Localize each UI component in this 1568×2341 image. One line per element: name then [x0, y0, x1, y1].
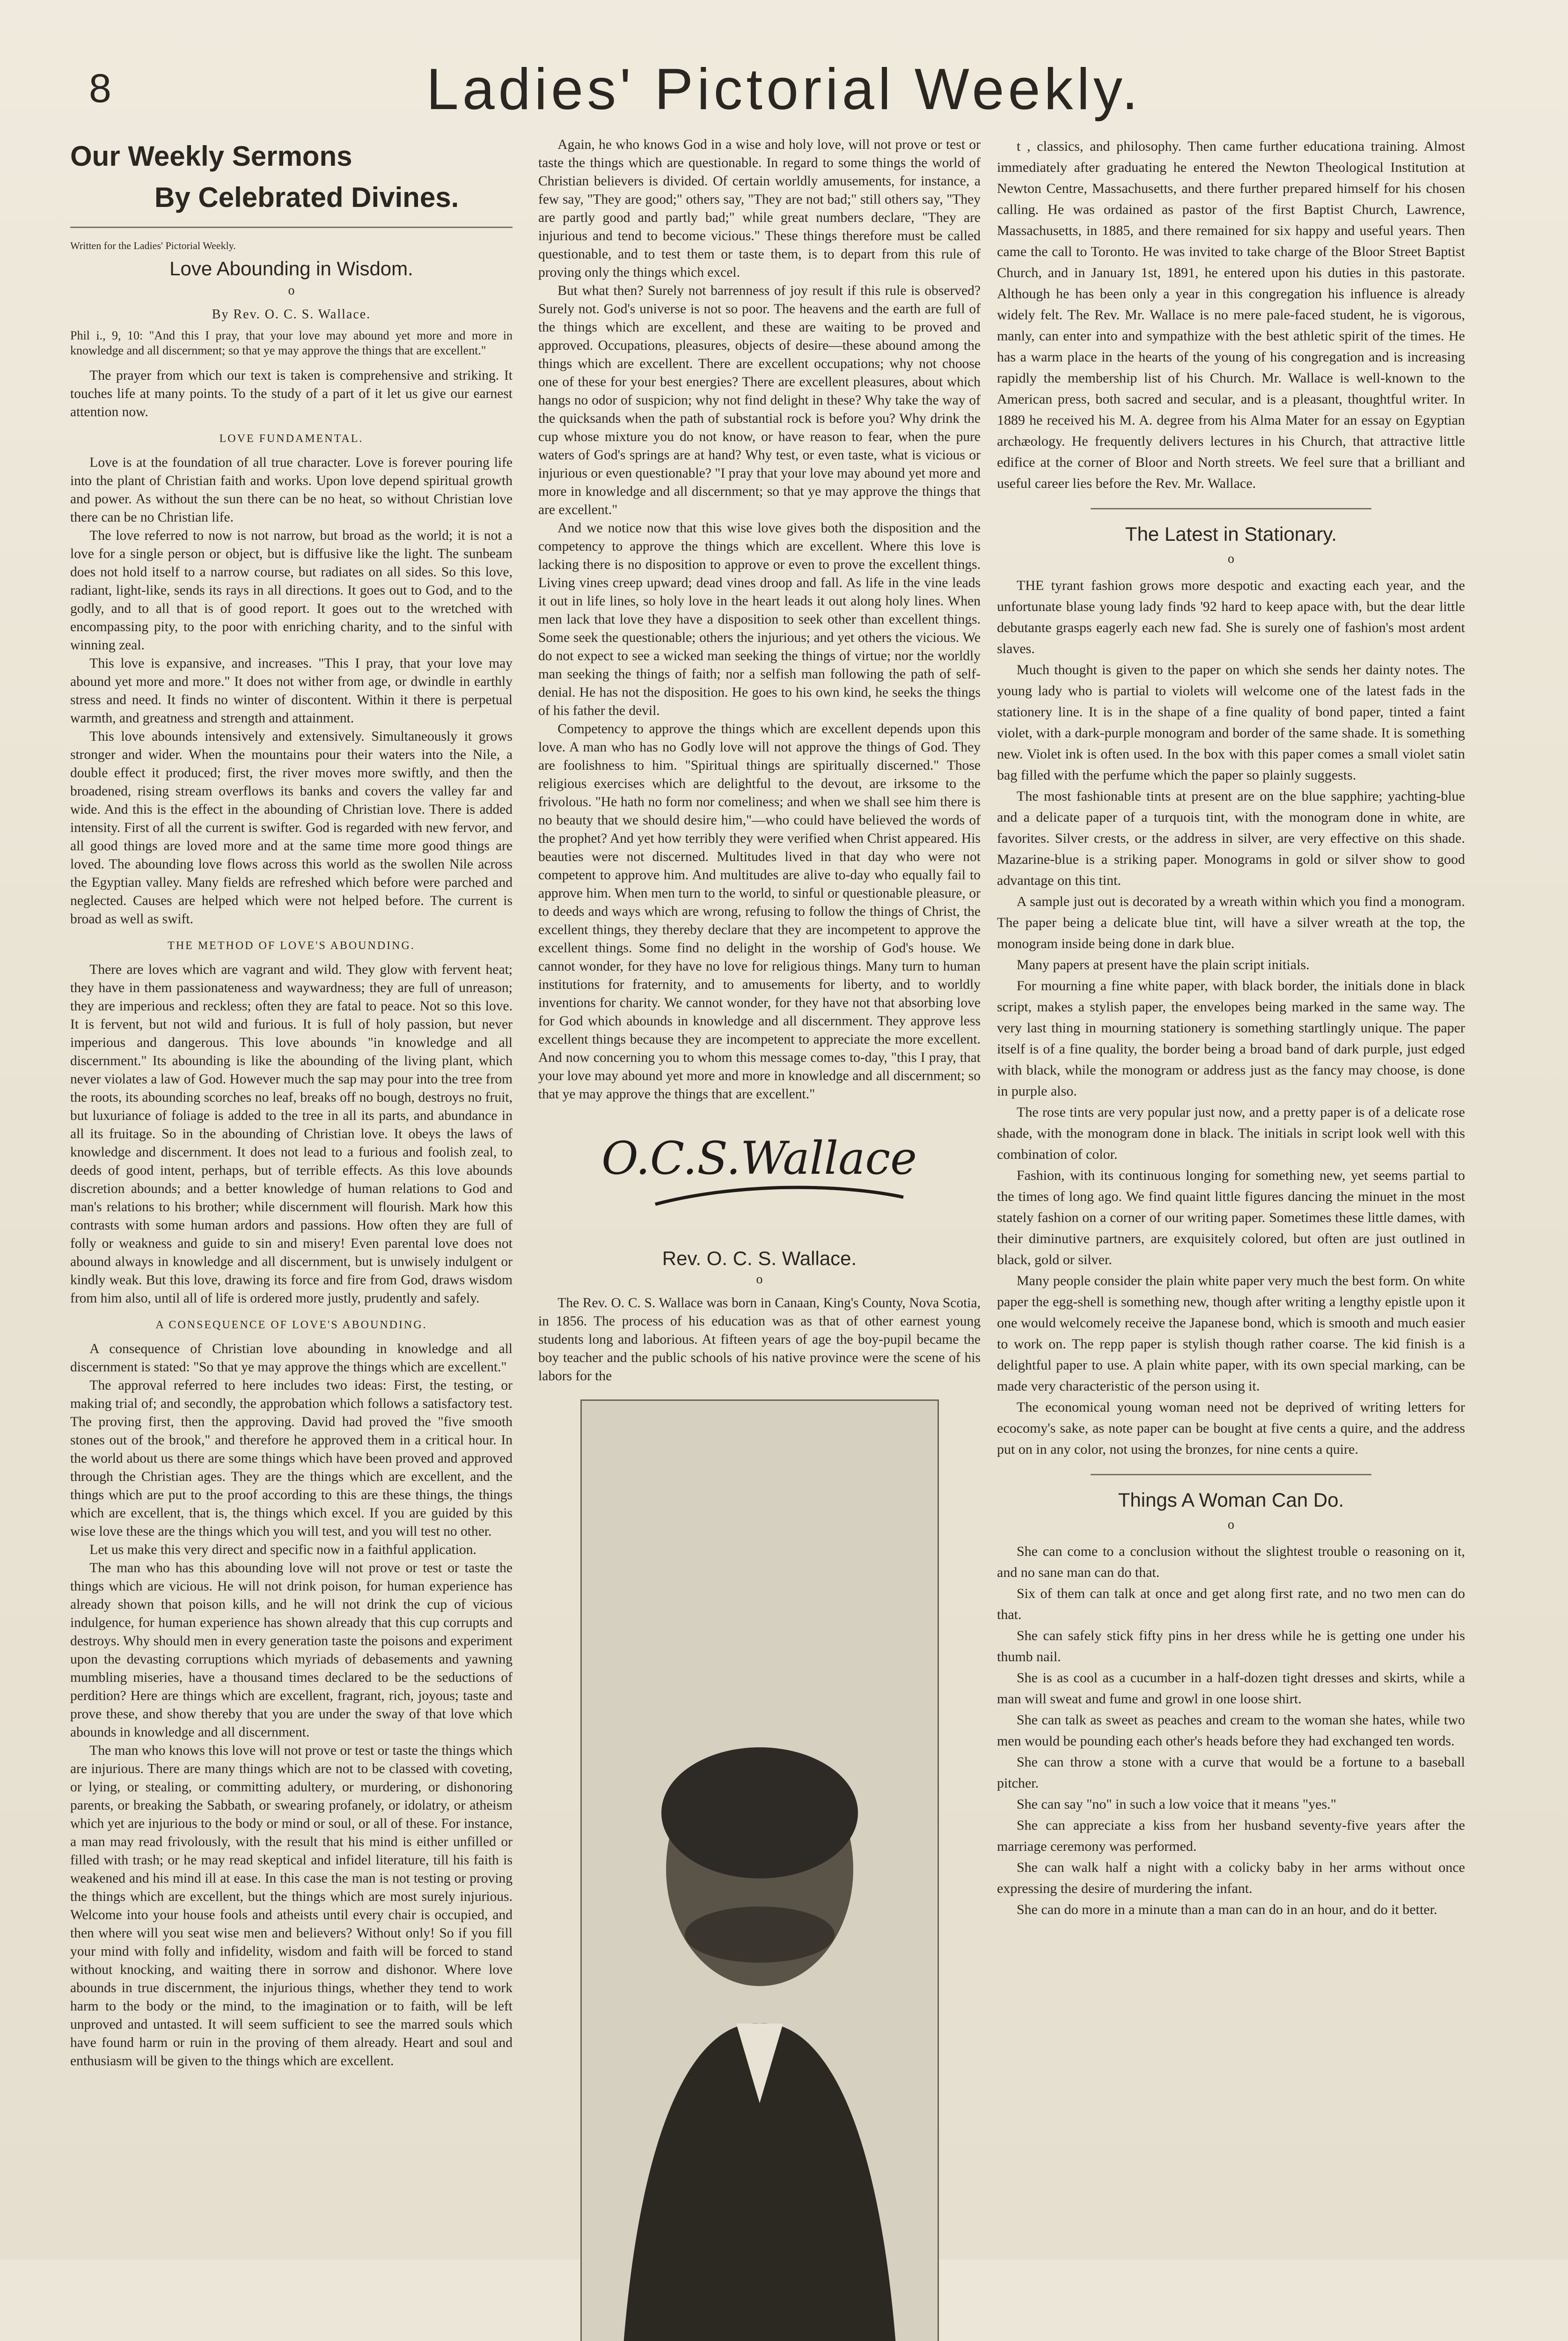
- woman-paragraph: She can throw a stone with a curve that would be a fortune to a baseball pitcher.: [997, 1754, 1465, 1791]
- sermon-paragraph: The approval referred to here includes two ideas: First, the testing, or making trial of; and secondly, the approbation which follows a satisfactory test. The proving first, then the approving. David had proved the "five smooth stones out of the brook," and therefore he approved them in a critical hour. In the world about us there are some things which have been proved and approved through the Christian ages. They are the things which are excellent, and the things which are put to the proof according to this are these things, the things which are excellent, that is, the things which excel. If you are guided by this wise love these are the things which you will test, and you will test no other.: [70, 1378, 513, 1539]
- woman-paragraph: She can appreciate a kiss from her husband seventy-five years after the marriage ceremony was performed.: [997, 1818, 1465, 1854]
- stationary-title: The Latest in Stationary.: [1125, 523, 1337, 545]
- sermon-paragraph: A consequence of Christian love abounding in knowledge and all discernment is stated: "So that ye may approve the things which are excellent.": [70, 1341, 513, 1375]
- stationary-paragraph: For mourning a fine white paper, with black border, the initials done in black script, makes a stylish paper, the envelopes being marked in the same way. The very last thing in mourning stationery is something startlingly unique. The paper itself is of a fine quality, the border being a broad band of dark purple, just edged with black, while the monogram or address just as the fancy may choose, is done in purple also.: [997, 978, 1465, 1099]
- portrait-caption: Rev. O. C. S. Wallace.: [662, 1247, 857, 1269]
- sermon-paragraph: This love is expansive, and increases. "This I pray, that your love may abound yet more and more." It does not wither from age, or dwindle in earthly stress and need. It finds no winter of discontent. Within it there is perpetual warmth, and greatness and strength and attainment.: [70, 656, 513, 726]
- column-2: [538, 136, 981, 2341]
- svg-text:O.C.S.Wallace: O.C.S.Wallace: [601, 1132, 917, 1185]
- woman-paragraph: She can do more in a minute than a man can do in an hour, and do it better.: [1017, 1902, 1437, 1917]
- woman-title: Things A Woman Can Do.: [1118, 1489, 1344, 1511]
- stationary-paragraph: The economical young woman need not be deprived of writing letters for ecocomy's sake, as note paper can be bought at five cents a quire, and the address put on in any color, not using the bronzes, for nine cents a quire.: [997, 1399, 1465, 1457]
- divider: [1091, 508, 1371, 509]
- sermon-paragraph: The man who has this abounding love will not prove or test or taste the things which are vicious. He will not drink poison, for human experience has already shown that poison kills, and he will not drink the cup of vicious indulgence, for human experience has shown already that this cup corrupts and destroys. Why should men in every generation taste the poisons and experiment upon the devasting corruptions which myriads of debasements and yawning mumbling miseries, have a thousand times declared to be the seductions of perdition? Here are things which are excellent, fragrant, rich, joyous; taste and prove these, and show thereby that you are under the sway of that love which abounds in knowledge and all discernment.: [70, 1561, 513, 1740]
- woman-paragraph: She is as cool as a cucumber in a half-dozen tight dresses and skirts, while a man will sweat and fume and growl in one loose shirt.: [997, 1670, 1465, 1707]
- sermon-paragraph: Competency to approve the things which are excellent depends upon this love. A man who has no Godly love will not approve the things of God. They are foolishness to him. "Spiritual things are spiritually discerned." Those religious exercises which are delightful to the devout, are irksome to the frivolous. "He hath no form nor comeliness; and when we shall see him there is no beauty that we should desire him,"—who could have believed the words of the prophet? And yet how terribly they were verified when Christ appeared. His beauties were not discerned. Multitudes lived in that day who were not competent to approve him. And multitudes are alive to-day who equally fail to approve him. When men turn to the world, to sinful or questionable pleasure, or to deeds and ways which are wrong, refusing to follow the things of Christ, the excellent things, they thereby declare that they are incompetent to approve the excellent things. Some find no delight in the worship of God's house. We cannot wonder, for they have no love for religious things. Many turn to human institutions for fraternity, and to amusements for liberty, and to worldly inventions for charity. We cannot wonder, for they have not that absorbing love for God which abounds in knowledge and all discernment. They approve less excellent things because they are incompetent to appreciate the more excellent. And now concerning you to whom this message comes to-day, "this I pray, that your love may abound yet more and more in knowledge and all discernment; so that ye may approve the things that are excellent.": [538, 721, 981, 1102]
- woman-paragraph: She can walk half a night with a colicky baby in her arms without once expressing the desire of murdering the infant.: [997, 1860, 1465, 1896]
- divider: [1091, 1474, 1371, 1475]
- written-for-note: Written for the Ladies' Pictorial Weekly.: [70, 240, 236, 251]
- stationary-paragraph: A sample just out is decorated by a wreath within which you find a monogram. The paper being a delicate blue tint, will have a silver wreath at the top, the monogram inside being done in dark blue.: [997, 894, 1465, 951]
- sermon-paragraph: There are loves which are vagrant and wild. They glow with fervent heat; they have in them passionateness and waywardness; they are full of unreason; they are imperious and reckless; often they are fatal to peace. Not so this love. It is fervent, but not wild and furious. It is full of holy passion, but never imperious and dangerous. This love abounds "in knowledge and all discernment." Its abounding is like the abounding of the living plant, which never violates a law of God. However much the sap may pour into the tree from the roots, its abounding scorches no leaf, breaks off no bough, destroys no fruit, but luxuriance of foliage is added to the tree in all its parts, and abundance in all its fruitage. So in the abounding of Christian love. It obeys the laws of knowledge and discernment. It does not lead to a furious and foolish zeal, to deeds of good intent, perhaps, but of terrible effects. As this love abounds discretion abounds; and a better knowledge of human relations to God and man's relations to his brother; while discernment will flourish. Mark how this contrasts with some human ardors and passions. How often they are full of folly or weakness and guide to sin and misery! Even parental love does not abound always in knowledge and all discernment, but is unwisely indulgent or kindly weak. But this love, drawing its force and fire from God, draws wisdom from him also, until all of life is ordered more justly, prudently and safely.: [70, 962, 513, 1306]
- sermon-paragraph: And we notice now that this wise love gives both the disposition and the competency to approve the things which are excellent. Where this love is lacking there is no disposition to approve or even to prove the excellent things. Living vines creep upward; dead vines droop and fall. As life in the vine leads it out in life lines, so holy love in the heart leads it out along holy lines. When men lack that love they have a disposition to seek other than excellent things. Some seek the questionable; others the injurious; and yet others the vicious. We do not expect to see a wicked man seeking the things of virtue; nor the worldly man seeking the things of faith; nor a selfish man following the path of self-denial. He has not the disposition. He goes to his own kind, he seeks the things of his father the devil.: [538, 521, 981, 718]
- sermons-heading: [70, 136, 513, 218]
- signature-image: [538, 1122, 981, 1225]
- woman-paragraph: She can safely stick fifty pins in her dress while he is getting one under his thumb nail.: [997, 1628, 1465, 1664]
- sermon-paragraph: The love referred to now is not narrow, but broad as the world; it is not a love for a single person or object, but is diffusive like the light. The sunbeam does not hold itself to a narrow course, but radiates on all sides. So this love, radiant, light-like, sends its rays in all directions. It goes out to God, and to the godly, and to all that is of good report. It goes out to the wretched with encompassing pity, to the poor with enriching charity, and to the sinful with winning zeal.: [70, 528, 513, 653]
- woman-paragraph: She can talk as sweet as peaches and cream to the woman she hates, while two men would be pounding each other's heads before they had exchanged ten words.: [997, 1712, 1465, 1749]
- page-number: 8: [89, 66, 111, 111]
- ornament: o: [1228, 552, 1234, 566]
- divider: [70, 227, 513, 228]
- sermon-paragraph: Love is at the foundation of all true character. Love is forever pouring life into the plant of Christian faith and works. Upon love depend spiritual growth and power. As without the sun there can be no heat, so without Christian love there can be no Christian life.: [70, 455, 513, 525]
- bio-paragraph: The Rev. O. C. S. Wallace was born in Canaan, King's County, Nova Scotia, in 1856. The process of his education was as that of other earnest young students long and laborious. At fifteen years of age the boy-pupil became the boy teacher and the public schools of his native province were the scene of his labors for the: [538, 1296, 981, 1384]
- sermon-author: By Rev. O. C. S. Wallace.: [212, 307, 371, 322]
- sermon-paragraph: This love abounds intensively and extensively. Simultaneously it grows stronger and wider. When the mountains pour their waters into the Nile, a double effect it produced; first, the river moves more swiftly, and then the broadened, rising stream overflows its banks and covers the valley far and wide. And this is the effect in the abounding of Christian love. There is added intensity. First of all the current is swifter. God is regarded with new fervor, and all good things are loved more and at the same time more good things are loved. The abounding love flows across this world as the swollen Nile across the Egyptian valley. Many fields are refreshed which before were parched and neglected. Causes are helped which were not helped before. The current is broad as well as swift.: [70, 729, 513, 927]
- stationary-paragraph: The rose tints are very popular just now, and a pretty paper is of a delicate rose shade, with the monogram done in black. The initials in script look well with this combination of color.: [997, 1104, 1465, 1162]
- woman-paragraph: She can say "no" in such a low voice that it means "yes.": [1017, 1796, 1336, 1812]
- sermons-heading-line2: By Celebrated Divines.: [154, 182, 459, 213]
- sermon-paragraph: Let us make this very direct and specific now in a faithful application.: [89, 1542, 476, 1557]
- sermon-epigraph: Phil i., 9, 10: "And this I pray, that your love may abound yet more and more in knowledge and all discernment; so that ye may approve the things that are excellent.": [70, 329, 513, 357]
- sermon-paragraph: Again, he who knows God in a wise and holy love, will not prove or test or taste the things which are questionable. In regard to some things the world of Christian believers is divided. Of certain worldly amusements, for instance, a few say, "They are good;" others say, "They are not bad;" still others say, "They are partly good and partly bad;" while great numbers declare, "They are injurious and tend to become vicious." These things therefore must be called questionable, and to test them or taste them, is to depart from this rule of proving only the things which excel.: [538, 137, 981, 280]
- stationary-paragraph: Fashion, with its continuous longing for something new, yet seems partial to the times of long ago. We find quaint little figures dancing the minuet in the most stately fashion on a corner of our writing paper. Sometimes these little dames, with their diminutive partners, are exquisitely colored, but often are just outlined in black, gold or silver.: [997, 1168, 1465, 1267]
- ornament: o: [288, 283, 295, 298]
- portrait-photo: [580, 1399, 939, 2341]
- bio-paragraph: t , classics, and philosophy. Then came further educationa training. Almost immediately after graduating he entered the Newton Theological Institution at Newton Centre, Massachusetts, and there further prepared himself for his chosen calling. He was ordained as pastor of the first Baptist Church, Lawrence, Massachusetts, in 1885, and there remained for six happy and useful years. Then came the call to Toronto. He was invited to take charge of the Bloor Street Baptist Church, and in January 1st, 1891, he entered upon his duties in this pastorate. Although he has been only a year in this congregation his influence is already widely felt. The Rev. Mr. Wallace is no mere pale-faced student, he is vigorous, manly, can enter into and sympathize with the best athletic spirit of the times. He has a warm place in the hearts of the young of his congregation and is increasing rapidly the membership list of his Church. Mr. Wallace is well-known to the American press, both sacred and secular, and is a pleasant, thoughtful writer. In 1889 he received his M. A. degree from his Alma Mater for an essay on Egyptian archæology. He frequently delivers lectures in his Church, that attractive little edifice at the corner of Bloor and North streets. We feel sure that a brilliant and useful career lies before the Rev. Mr. Wallace.: [997, 139, 1465, 491]
- stationary-paragraph: Many people consider the plain white paper very much the best form. On white paper the egg-shell is something new, though after writing a lengthy epistle upon it one would welcomely receive the Japanese bond, which is smooth and much easier to work on. The repp paper is stylish though rather coarse. The kid finish is a delightful paper to use. A plain white paper, with its own special marking, can be made very characteristic of the person using it.: [997, 1273, 1465, 1394]
- stationary-paragraph: The most fashionable tints at present are on the blue sapphire; yachting-blue and a delicate paper of a turquois tint, with the monogram done in white, are favorites. Silver crests, or the address in silver, are very effective on this shade. Mazarine-blue is a striking paper. Monograms in gold or silver show to good advantage on this tint.: [997, 788, 1465, 888]
- sermon-paragraph: The man who knows this love will not prove or test or taste the things which are injurious. There are many things which are not to be classed with coveting, or lying, or stealing, or committing adultery, or murdering, or dishonoring parents, or breaking the Sabbath, or swearing profanely, or idolatry, or atheism which yet are injurious to the body or mind or soul, or all of these. For instance, a man may read frivolously, with the result that his mind is either unfilled or filled with trash; or he may read skeptical and infidel literature, till his faith is weakened and his mind ill at ease. In this case the man is not testing or proving the things which are excellent, but the things which are most surely injurious. Welcome into your house fools and atheists until every chair is occupied, and then where will you seat wise men and believers? Without only! So if you fill your mind with folly and infidelity, wisdom and faith will be forced to stand without knocking, and waiting there in sorrow and dishonor. Where love abounds in true discernment, the injurious things, whether they tend to work harm to the body or the mind, to the imagination or to faith, will be left unproved and untasted. It will seem sufficient to see the marred souls which have found harm or ruin in the proving of them already. Heart and soul and enthusiasm will be given to the things which are excellent.: [70, 1743, 513, 2069]
- stationary-paragraph: Much thought is given to the paper on which she sends her dainty notes. The young lady who is partial to violets will welcome one of the latest fads in the stationery line. It is in the shape of a fine quality of bond paper, tinted a faint violet, with a dark-purple monogram and border of the same shade. It is something new. Violet ink is often used. In the box with this paper comes a small violet satin bag filled with the perfume which the paper so plainly suggests.: [997, 662, 1465, 783]
- stationary-paragraph: THE tyrant fashion grows more despotic and exacting each year, and the unfortunate blase young lady finds '92 hard to keep apace with, but the dear little debutante grasps eagerly each new fad. She is surely one of fashion's most ardent slaves.: [997, 578, 1465, 656]
- sermons-heading-line1: Our Weekly Sermons: [70, 140, 352, 172]
- ornament: o: [756, 1272, 763, 1287]
- column-1: [70, 136, 513, 2070]
- stationary-paragraph: Many papers at present have the plain script initials.: [1017, 957, 1310, 972]
- section-heading: THE METHOD OF LOVE'S ABOUNDING.: [168, 940, 415, 952]
- sermon-paragraph: But what then? Surely not barrenness of joy result if this rule is observed? Surely not. God's universe is not so poor. The heavens and the earth are full of the things which are excellent, and these are waiting to be proved and approved. Occupations, pleasures, objects of desire—these abound among the things which are excellent. There are excellent occupations; why not choose one of these for your best energies? There are excellent pleasures, about which hangs no odor of suspicion; why not find delight in these? Why take the way of the quicksands when the path of substantial rock is before you? Why drink the cup whose mixture you do not know, or have reason to fear, when the pure waters of God's springs are at hand? Why test, or even taste, what is vicious or injurious or even questionable? "I pray that your love may abound yet more and more in knowledge and all discernment; so that ye may approve the things that are excellent.": [538, 283, 981, 517]
- portrait-illustration: [582, 1401, 938, 2341]
- sermon-intro: The prayer from which our text is taken is comprehensive and striking. It touches life at many points. To the study of a part of it let us give our earnest attention now.: [70, 368, 513, 420]
- masthead-title: Ladies' Pictorial Weekly.: [426, 57, 1142, 122]
- woman-paragraph: She can come to a conclusion without the slightest trouble o reasoning on it, and no sane man can do that.: [997, 1544, 1465, 1580]
- ornament: o: [1228, 1517, 1234, 1532]
- column-3: [997, 136, 1465, 1920]
- section-heading: A CONSEQUENCE OF LOVE'S ABOUNDING.: [155, 1319, 427, 1331]
- section-heading: LOVE FUNDAMENTAL.: [219, 433, 364, 445]
- sermon-title: Love Abounding in Wisdom.: [169, 258, 413, 280]
- woman-paragraph: Six of them can talk at once and get along first rate, and no two men can do that.: [997, 1586, 1465, 1622]
